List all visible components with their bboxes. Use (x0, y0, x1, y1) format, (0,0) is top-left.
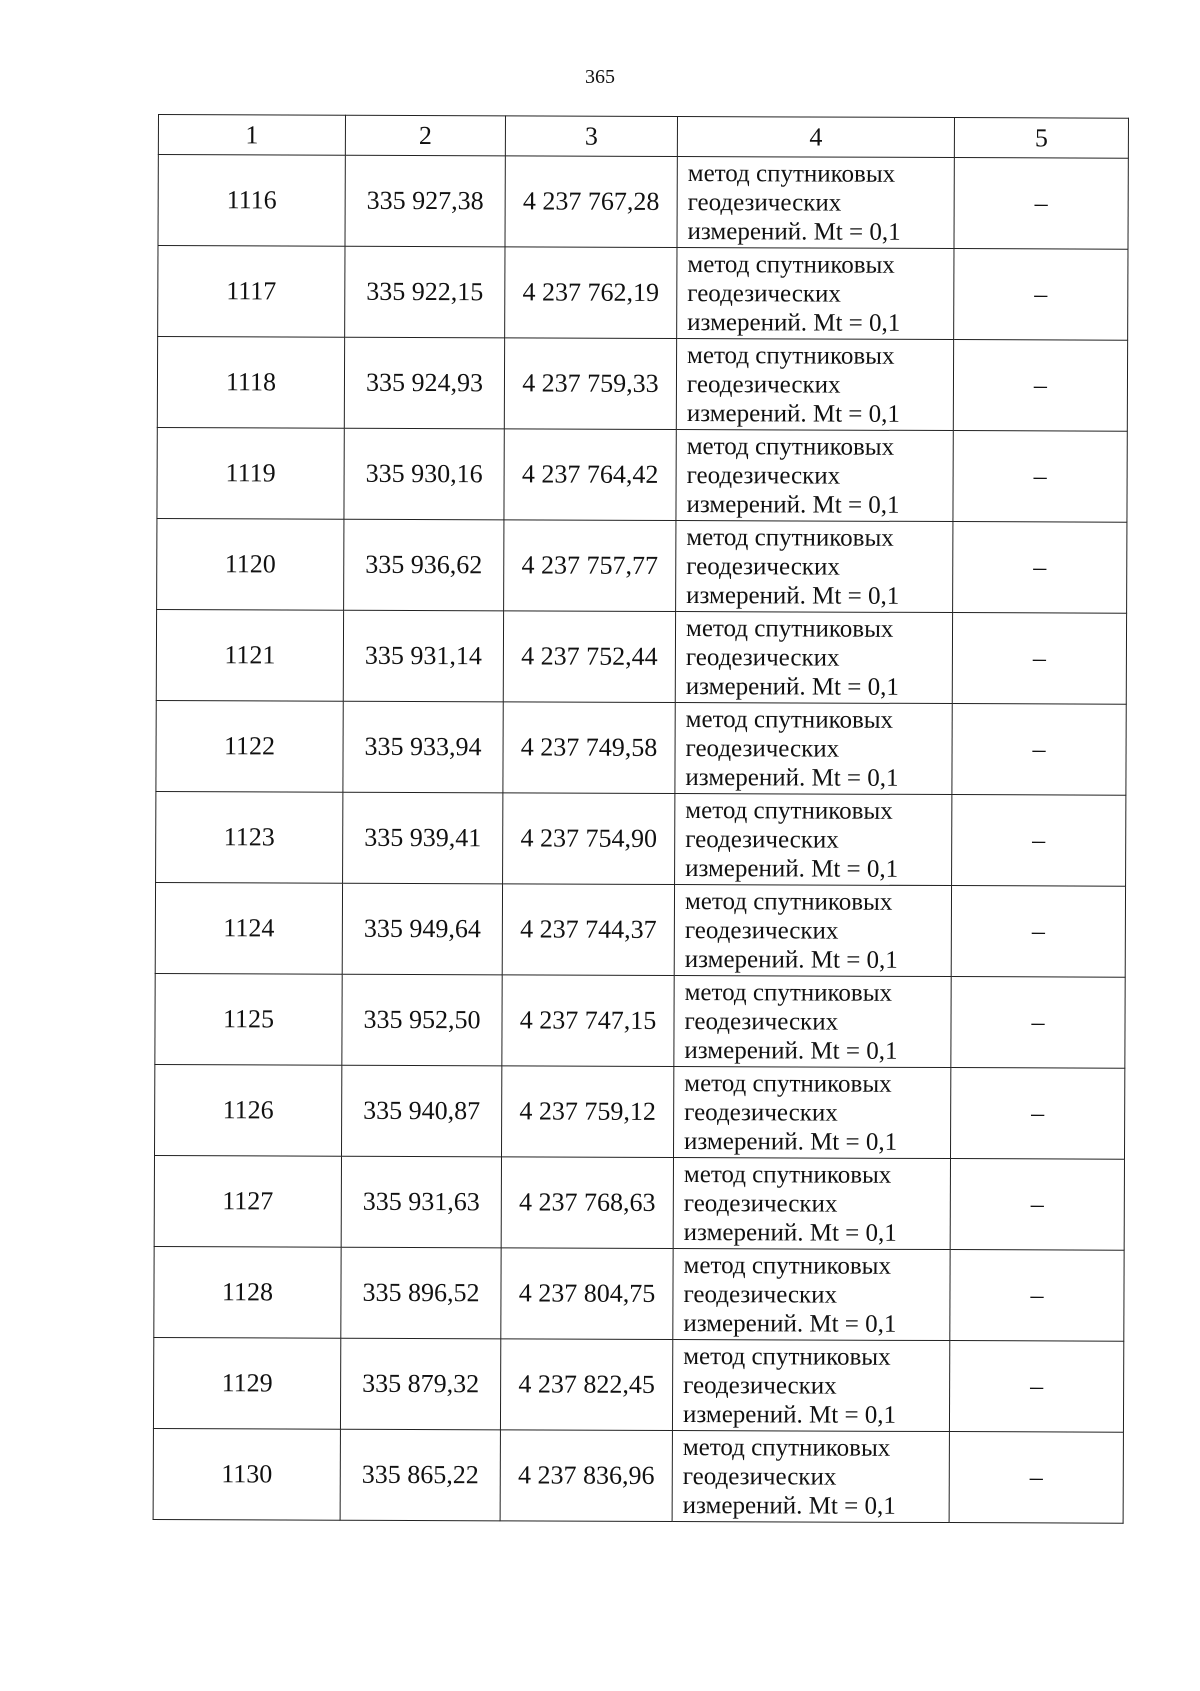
note-cell (951, 977, 1125, 1069)
point-number-cell: 1117 (158, 246, 345, 338)
note-dash: – (1029, 1462, 1043, 1492)
table-row (156, 609, 1126, 704)
note-cell (952, 613, 1126, 705)
coordinate-x-cell: 335 931,14 (343, 610, 503, 702)
method-cell (673, 1248, 950, 1340)
coordinate-x-cell: 335 952,50 (342, 974, 502, 1066)
method-text-line: измерений. Mt = 0,1 (685, 672, 899, 701)
note-cell (954, 249, 1128, 341)
coordinate-x-cell: 335 865,22 (340, 1429, 500, 1521)
note-cell (950, 1068, 1124, 1160)
table-row (155, 973, 1125, 1068)
table-body (153, 155, 1128, 1524)
method-text-line: метод спутниковых (683, 1160, 892, 1189)
table-row (157, 337, 1127, 432)
coordinate-y-cell: 4 237 804,75 (501, 1248, 673, 1340)
method-text-line: геодезических (684, 916, 839, 945)
point-number-cell: 1116 (158, 155, 345, 247)
method-text-line: измерений. Mt = 0,1 (687, 217, 901, 246)
method-text-line: метод спутниковых (687, 341, 895, 370)
note-dash: – (1030, 1189, 1044, 1219)
method-cell (676, 338, 953, 430)
coordinate-x-cell: 335 927,38 (345, 155, 505, 247)
coordinate-y-cell: 4 237 759,33 (504, 338, 676, 430)
method-text-line: геодезических (684, 1098, 838, 1127)
method-text-line: геодезических (685, 643, 840, 672)
method-text-line: измерений. Mt = 0,1 (685, 763, 899, 792)
method-text-line: геодезических (687, 279, 841, 308)
point-number-cell: 1129 (153, 1337, 340, 1429)
note-dash: – (1033, 552, 1047, 582)
table-row (158, 155, 1128, 250)
method-text-line: геодезических (682, 1462, 837, 1491)
note-cell (952, 704, 1126, 796)
coordinate-x-cell: 335 939,41 (343, 792, 503, 884)
method-text-line: геодезических (683, 1280, 838, 1309)
method-cell (672, 1430, 949, 1522)
note-cell (949, 1341, 1123, 1433)
method-text-line: измерений. Mt = 0,1 (685, 854, 899, 883)
method-text-line: метод спутниковых (685, 705, 894, 734)
coordinate-y-cell: 4 237 754,90 (503, 793, 675, 885)
method-text-line: измерений. Mt = 0,1 (687, 308, 901, 337)
method-cell (675, 793, 952, 885)
coordinate-y-cell: 4 237 767,28 (505, 156, 677, 248)
point-number-cell: 1120 (157, 518, 344, 610)
coordinate-y-cell: 4 237 822,45 (500, 1339, 672, 1431)
point-number-cell: 1121 (156, 609, 343, 701)
coordinate-x-cell: 335 930,16 (344, 428, 504, 520)
method-text-line: измерений. Mt = 0,1 (683, 1218, 897, 1247)
coordinate-y-cell: 4 237 759,12 (501, 1066, 673, 1158)
method-text-line: измерений. Mt = 0,1 (684, 1127, 898, 1156)
point-number-cell: 1125 (155, 973, 342, 1065)
method-text-line: геодезических (686, 370, 841, 399)
coordinate-x-cell: 335 922,15 (345, 246, 505, 338)
note-dash: – (1030, 1371, 1044, 1401)
method-text-line: геодезических (683, 1189, 838, 1218)
method-cell (674, 975, 951, 1067)
point-number-cell: 1130 (153, 1428, 340, 1520)
method-text-line: измерений. Mt = 0,1 (682, 1400, 897, 1429)
column-header-3: 3 (505, 116, 677, 157)
point-number-cell: 1126 (155, 1064, 342, 1156)
method-text-line: измерений. Mt = 0,1 (686, 490, 900, 519)
note-dash: – (1033, 370, 1048, 400)
method-text-line: геодезических (686, 461, 841, 490)
method-text-line: метод спутниковых (686, 432, 895, 461)
table-row (154, 1246, 1124, 1341)
method-text-line: геодезических (684, 1007, 839, 1036)
method-text-line: измерений. Mt = 0,1 (686, 581, 900, 610)
note-dash: – (1031, 916, 1045, 946)
coordinate-y-cell: 4 237 836,96 (500, 1430, 672, 1522)
method-text-line: метод спутниковых (687, 159, 896, 188)
method-cell (675, 702, 952, 794)
coordinate-y-cell: 4 237 747,15 (502, 975, 674, 1067)
coordinates-table-container (153, 114, 1128, 1524)
note-dash: – (1032, 643, 1046, 673)
column-header-2: 2 (345, 115, 505, 156)
column-header-5: 5 (954, 118, 1128, 159)
table-row (155, 1064, 1125, 1159)
method-text-line: геодезических (685, 734, 840, 763)
table-row (157, 518, 1127, 613)
method-text-line: метод спутниковых (684, 1069, 892, 1098)
method-text-line: метод спутниковых (687, 250, 895, 279)
method-text-line: метод спутниковых (685, 796, 893, 825)
coordinate-x-cell: 335 936,62 (344, 519, 504, 611)
table-row (153, 1337, 1123, 1432)
column-header-1: 1 (158, 115, 345, 156)
method-cell (673, 1157, 950, 1249)
coordinate-x-cell: 335 949,64 (342, 883, 502, 975)
table-header-row (158, 115, 1128, 159)
method-text-line: метод спутниковых (684, 978, 893, 1007)
method-cell (672, 1339, 949, 1431)
note-dash: – (1034, 188, 1048, 218)
method-text-line: измерений. Mt = 0,1 (684, 1036, 898, 1065)
point-number-cell: 1128 (154, 1246, 341, 1338)
coordinate-x-cell: 335 940,87 (341, 1065, 501, 1157)
note-dash: – (1032, 825, 1046, 855)
method-text-line: метод спутниковых (684, 887, 893, 916)
note-cell (950, 1250, 1124, 1342)
coordinates-table (153, 114, 1129, 1524)
note-dash: – (1032, 734, 1046, 764)
table-row (155, 882, 1125, 977)
coordinate-x-cell: 335 931,63 (341, 1156, 501, 1248)
note-cell (950, 1159, 1124, 1251)
note-cell (954, 158, 1128, 250)
point-number-cell: 1127 (154, 1155, 341, 1247)
coordinate-y-cell: 4 237 752,44 (503, 611, 675, 703)
note-cell (949, 1432, 1123, 1524)
note-cell (953, 431, 1127, 523)
table-row (157, 427, 1127, 522)
method-text-line: измерений. Mt = 0,1 (682, 1491, 896, 1520)
note-cell (953, 340, 1127, 432)
table-row (158, 246, 1128, 341)
method-cell (674, 884, 951, 976)
method-cell (677, 247, 954, 339)
note-dash: – (1031, 1098, 1045, 1128)
method-cell (673, 1066, 950, 1158)
method-text-line: геодезических (685, 825, 839, 854)
table-row (153, 1428, 1123, 1523)
method-text-line: метод спутниковых (683, 1342, 891, 1371)
coordinate-y-cell: 4 237 757,77 (504, 520, 676, 612)
method-text-line: измерений. Mt = 0,1 (686, 399, 900, 428)
coordinate-y-cell: 4 237 768,63 (501, 1157, 673, 1249)
note-dash: – (1030, 1280, 1044, 1310)
method-cell (676, 520, 953, 612)
note-cell (951, 886, 1125, 978)
point-number-cell: 1123 (156, 791, 343, 883)
coordinate-x-cell: 335 896,52 (341, 1247, 501, 1339)
note-cell (953, 522, 1127, 614)
table-row (156, 700, 1126, 795)
point-number-cell: 1124 (155, 882, 342, 974)
column-header-4: 4 (677, 116, 954, 157)
method-text-line: измерений. Mt = 0,1 (683, 1309, 897, 1338)
coordinate-y-cell: 4 237 744,37 (502, 884, 674, 976)
method-text-line: геодезических (683, 1371, 837, 1400)
method-text-line: метод спутниковых (685, 614, 894, 643)
method-text-line: геодезических (687, 188, 842, 217)
coordinate-y-cell: 4 237 764,42 (504, 429, 676, 521)
table-row (154, 1155, 1124, 1250)
table-row (156, 791, 1126, 886)
page-number: 365 (585, 66, 615, 88)
method-text-line: метод спутниковых (682, 1433, 891, 1462)
point-number-cell: 1122 (156, 700, 343, 792)
note-dash: – (1033, 461, 1047, 491)
point-number-cell: 1118 (157, 337, 344, 429)
note-dash: – (1031, 1007, 1045, 1037)
coordinate-y-cell: 4 237 762,19 (505, 247, 677, 339)
coordinate-x-cell: 335 924,93 (344, 337, 504, 429)
coordinate-y-cell: 4 237 749,58 (503, 702, 675, 794)
method-text-line: измерений. Mt = 0,1 (684, 945, 898, 974)
method-text-line: метод спутниковых (683, 1251, 892, 1280)
method-text-line: геодезических (686, 552, 840, 581)
method-text-line: метод спутниковых (686, 523, 894, 552)
coordinate-x-cell: 335 879,32 (340, 1338, 500, 1430)
method-cell (676, 429, 953, 521)
point-number-cell: 1119 (157, 427, 344, 519)
coordinate-x-cell: 335 933,94 (343, 701, 503, 793)
method-cell (677, 156, 954, 248)
note-cell (952, 795, 1126, 887)
note-dash: – (1034, 279, 1048, 309)
method-cell (675, 611, 952, 703)
